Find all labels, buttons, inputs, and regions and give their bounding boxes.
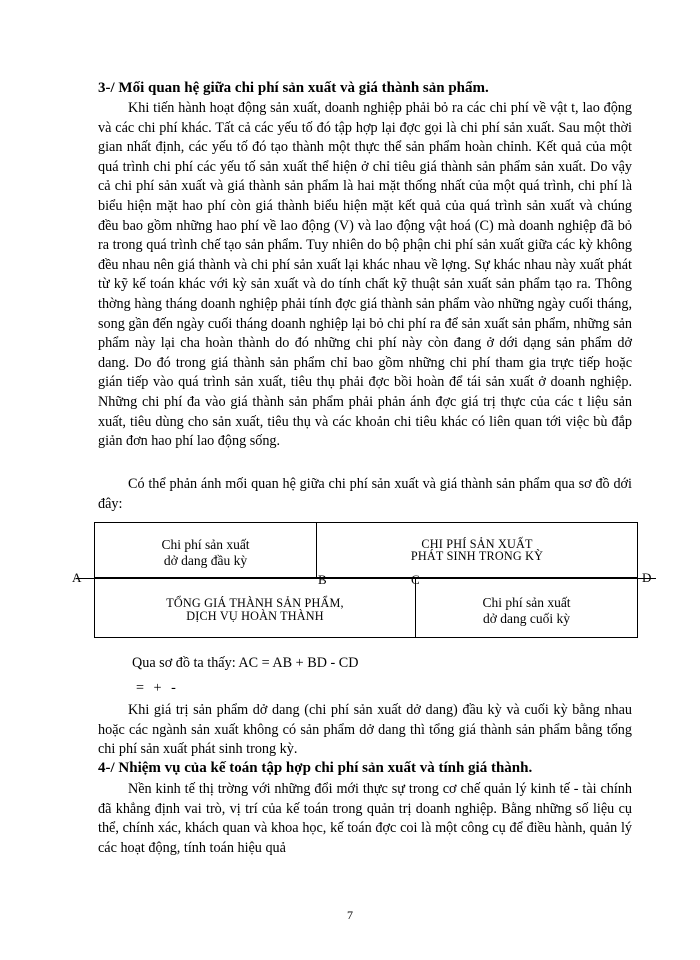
section-3-paragraph-3: Khi giá trị sản phẩm dở dang (chi phí sản xuất dở dang) đầu kỳ và cuối kỳ bằng nhau hoặc các ngành sản xuất không có sản phẩm dở dang thì tổng giá thành sản phẩm bằng tổng chi phí sản xuất phát sinh trong kỳ. [98,702,632,758]
diagram-label-period-costs: CHI PHÍ SẢN XUẤT PHÁT SINH TRONG KỲ [410,537,544,563]
diagram-axis-line [76,578,656,579]
page-number: 7 [347,908,353,922]
formula-symbols-line: = + - [136,680,179,696]
diagram-box-closing-wip [415,578,638,638]
formula-line: Qua sơ đồ ta thấy: AC = AB + BD - CD [132,655,359,671]
section-3-paragraph-2: Có thể phản ánh mối quan hệ giữa chi phí sản xuất và giá thành sản phẩm qua sơ đồ dới đây: [98,476,632,512]
section-3-heading: 3-/ Mối quan hệ giữa chi phí sản xuất và giá thành sản phẩm. [98,80,489,96]
diagram-point-c: C [411,572,420,587]
section-3-paragraph-1: Khi tiến hành hoạt động sản xuất, doanh nghiệp phải bỏ ra các chi phí về vật t, lao động và các chi phí khác. Tất cả các yếu tố đó tập hợp lại đợc gọi là chi phí sản xuất. Sau một thời gian nhất định, các yếu tố đó tạo thành một thực thể sản phẩm hoàn chỉnh. Kết quả của một quá trình chi phí các yếu tố sản xuất thể hiện ở chỉ tiêu giá thành sản phẩm sản xuất. Do vậy cả chi phí sản xuất và giá thành sản phẩm là hai mặt thống nhất của một quá trình, chi phí là biểu hiện mặt hao phí còn giá thành biểu hiện mặt kết quả của quá trình sản xuất và chúng đều bao gồm những hao phí về lao động (V) và lao động vật hoá (C) mà doanh nghiệp đã bỏ ra trong quá trình chế tạo sản phẩm. Tuy nhiên do bộ phận chi phí sản xuất giữa các kỳ không đều nhau nên giá thành và chi phí sản xuất lại khác nhau về lợng. Sự khác nhau này xuất phát từ kỹ kế toán khác với kỳ sản xuất và do tính chất kỹ thuật sản xuất sản phẩm tạo ra. Thông thờng hàng tháng doanh nghiệp phải tính đợc giá thành sản phẩm vào những ngày cuối tháng, song gần đến ngày cuối tháng doanh nghiệp lại bỏ chi phí ra để sản xuất sản phẩm, những sản phẩm này lại cha hoàn thành do đó những chi phí này còn đang ở dới dạng sản phẩm dở dang. Do đó trong giá thành sản phẩm chỉ bao gồm những chi phí tham gia trực tiếp hoặc gián tiếp vào quá trình sản xuất, tiêu thụ phải đợc bồi hoàn để tái sản xuất ở doanh nghiệp. Những chi phí đa vào giá thành sản phẩm phải phản ánh đợc giá trị thực của các t liệu sản xuất, tiêu dùng cho sản xuất, tiêu thụ và các khoản chi tiêu khác có liên quan tới việc bù đắp giản đơn hao phí lao động sống. [98,100,632,450]
diagram-point-a: A [72,570,82,585]
diagram-box-period-costs [316,522,638,578]
diagram-label-total-cost: TỔNG GIÁ THÀNH SẢN PHẨM, DỊCH VỤ HOÀN THÀNH [166,596,344,623]
diagram-label-closing-wip: Chi phí sản xuất dở dang cuối kỳ [482,595,571,626]
section-4-paragraph-1: Nền kinh tế thị trờng với những đổi mới thực sự trong cơ chế quản lý kinh tế - tài chính đã khẳng định vai trò, vị trí của kế toán trong quản trị doanh nghiệp. Bằng những số liệu cụ thể, chính xác, khách quan và khoa học, kế toán đợc coi là một công cụ để điều hành, quản lý các hoạt động, tính toán hiệu quả [98,781,632,856]
diagram-point-d: D [642,570,652,585]
diagram-point-b: B [318,572,327,587]
cost-relationship-diagram [72,522,656,640]
diagram-label-opening-wip: Chi phí sản xuất dở dang đầu kỳ [161,537,250,568]
diagram-box-opening-wip [94,522,317,578]
section-4-heading: 4-/ Nhiệm vụ của kế toán tập hợp chi phí sản xuất và tính giá thành. [98,760,533,776]
diagram-box-total-cost [94,578,416,638]
